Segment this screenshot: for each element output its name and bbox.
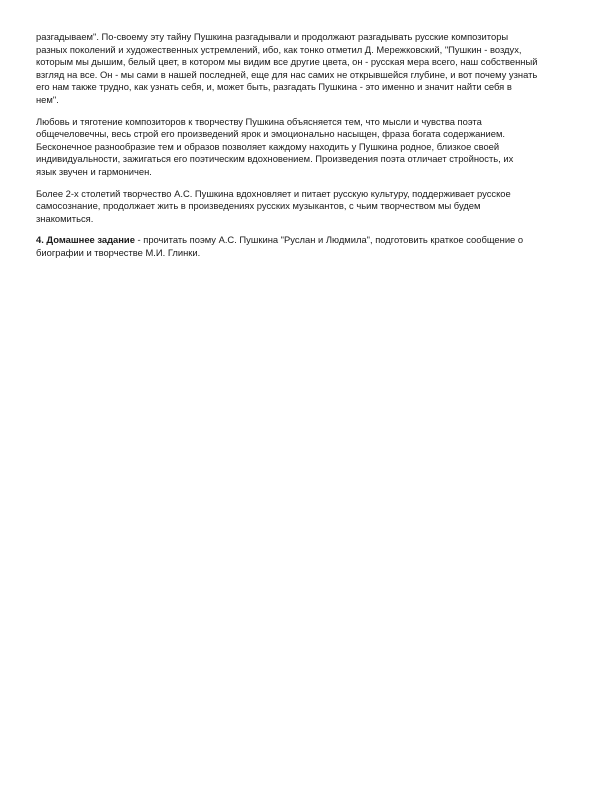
paragraph-homework [36,234,582,259]
text-line: взгляд на все. Он - мы сами в нашей последней, еще для нас самих не открывшейся глубине, и вот почему узнать [36,68,538,80]
homework-heading: 4. Домашнее задание [36,234,135,246]
text-line: самосознание, продолжает жить в произведениях русских музыкантов, с чьим творчеством мы будем [36,200,481,212]
text-line: Бесконечное разнообразие тем и образов позволяет каждому находить у Пушкина родное, близкое своей [36,140,500,152]
paragraph-mystery [36,31,582,107]
text-line: его нам также трудно, как узнать себя, и, может быть, разгадать Пушкина - это именно и значит найти себя в [36,81,512,93]
text-line [36,234,582,247]
document-page [36,31,582,269]
text-line: которым мы дышим, белый цвет, в котором мы видим все другие цвета, он - русская мера всего, наш собственный [36,56,538,68]
text-line: общечеловечны, весь строй его произведений ярок и эмоционально насыщен, фраза богата содержанием. [36,128,505,140]
text-line: разных поколений и художественных устремлений, ибо, как тонко отметил Д. Мережковский, "Пушкин - воздух, [36,43,522,55]
text-line: язык звучен и гармоничен. [36,165,152,177]
paragraph-composers-love [36,116,582,179]
text-line: нем". [36,93,59,105]
text-line: знакомиться. [36,212,94,224]
text-line: разгадываем". По-своему эту тайну Пушкина разгадывали и продолжают разгадывать русские композиторы [36,31,509,42]
text-line: Любовь и тяготение композиторов к творчеству Пушкина объясняется тем, что мысли и чувства поэта [36,115,482,127]
text-line: биографии и творчестве М.И. Глинки. [36,246,201,258]
text-line: Более 2-х столетий творчество А.С. Пушкина вдохновляет и питает русскую культуру, поддерживает русское [36,187,511,199]
paragraph-two-centuries [36,188,582,226]
text-line: индивидуальности, зажигаться его поэтическим вдохновением. Произведения поэта отличает стройность, их [36,153,514,165]
homework-text: - прочитать поэму А.С. Пушкина "Руслан и Людмила", подготовить краткое сообщение о [134,234,524,246]
